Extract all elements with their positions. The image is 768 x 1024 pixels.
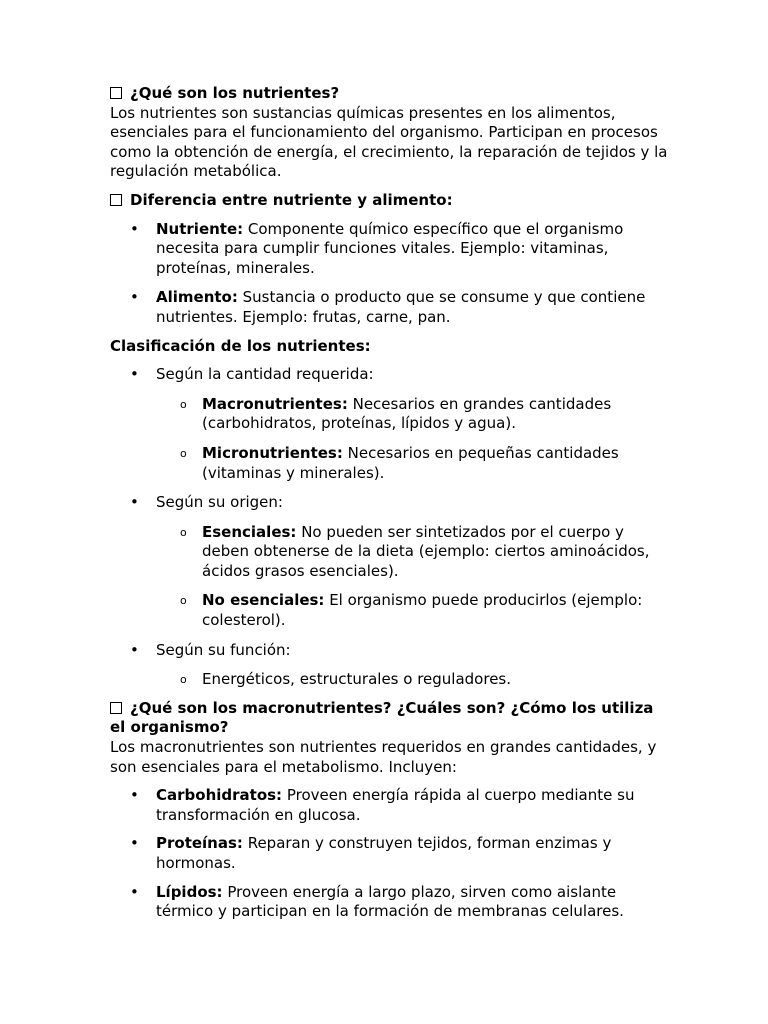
definition: Necesarios en pequeñas cantidades (vitaminas y minerales). [202, 443, 619, 482]
sub-list-item [156, 395, 670, 434]
sub-list-item [156, 670, 670, 690]
definition: Necesarios en grandes cantidades (carbohidratos, proteínas, lípidos y agua). [202, 394, 612, 433]
section-heading-diferencia [110, 191, 670, 211]
list-item [110, 883, 670, 922]
heading-text: Diferencia entre nutriente y alimento: [130, 190, 453, 209]
list-item [110, 288, 670, 327]
definition: Proveen energía a largo plazo, sirven como aislante térmico y participan en la formación de membranas celulares. [156, 882, 624, 921]
section-heading-nutrientes [110, 84, 670, 104]
definition: Reparan y construyen tejidos, forman enzimas y hormonas. [156, 834, 612, 872]
group-label: Según su origen: [156, 493, 283, 512]
term: Macronutrientes: [202, 394, 348, 413]
paragraph: Los macronutrientes son nutrientes requeridos en grandes cantidades, y son esenciales para el metabolismo. Incluyen: [110, 738, 657, 776]
sub-list-item [156, 591, 670, 630]
list-item [110, 641, 670, 690]
term: No esenciales: [202, 591, 325, 610]
definition: El organismo puede producirlos (ejemplo: colesterol). [202, 591, 643, 630]
bullet-list [110, 786, 670, 922]
paragraph: Los nutrientes son sustancias químicas presentes en los alimentos, esenciales para el funcionamiento del organismo. Participan en procesos como la obtención de energía, el crecimiento, la reparación de tejidos y la regulación metabólica. [110, 103, 668, 181]
section-heading-macronutrientes [110, 699, 670, 738]
section-heading-clasificacion: Clasificación de los nutrientes: [110, 336, 371, 355]
sub-list-item [156, 444, 670, 483]
definition: No pueden ser sintetizados por el cuerpo y deben obtenerse de la dieta (ejemplo: ciertos aminoácidos, ácidos grasos esenciales). [202, 522, 650, 580]
missing-glyph-icon [110, 87, 122, 99]
bullet-list [110, 365, 670, 690]
definition: Componente químico específico que el organismo necesita para cumplir funciones vitales. Ejemplo: vitaminas, proteínas, minerales. [156, 219, 624, 277]
heading-text: ¿Qué son los nutrientes? [130, 84, 340, 102]
sub-list [156, 395, 670, 483]
term: Nutriente: [156, 219, 244, 238]
missing-glyph-icon [110, 194, 122, 206]
term: Micronutrientes: [202, 443, 343, 462]
bullet-list [110, 220, 670, 328]
definition: Energéticos, estructurales o reguladores. [202, 670, 512, 689]
heading-text: ¿Qué son los macronutrientes? ¿Cuáles son? ¿Cómo los utiliza el organismo? [110, 698, 654, 737]
definition: Proveen energía rápida al cuerpo mediante su transformación en glucosa. [156, 786, 635, 824]
sub-list [156, 523, 670, 631]
group-label: Según la cantidad requerida: [156, 365, 374, 384]
term: Esenciales: [202, 522, 297, 541]
sub-list-item [156, 523, 670, 582]
missing-glyph-icon [110, 702, 122, 714]
term: Carbohidratos: [156, 786, 283, 805]
definition: Sustancia o producto que se consume y que contiene nutrientes. Ejemplo: frutas, carne, pan. [156, 288, 646, 326]
term: Alimento: [156, 288, 238, 307]
sub-list [156, 670, 670, 690]
list-item [110, 365, 670, 483]
group-label: Según su función: [156, 640, 291, 659]
list-item [110, 220, 670, 279]
list-item [110, 786, 670, 825]
list-item [110, 493, 670, 631]
term: Proteínas: [156, 834, 243, 853]
term: Lípidos: [156, 882, 223, 901]
document-content [110, 84, 670, 922]
list-item [110, 834, 670, 873]
